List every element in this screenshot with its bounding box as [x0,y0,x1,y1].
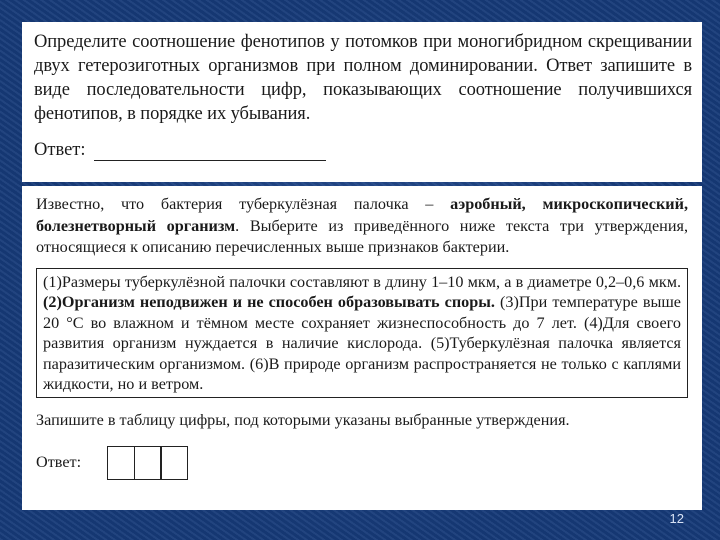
task-panel-2 [22,186,702,510]
task2-intro-part1: Известно, что бактерия туберкулёзная палочка – [36,195,451,213]
statement-1: (1)Размеры туберкулёзной палочки составляют в длину 1–10 мкм, а в диаметре 0,2–0,6 мкм. [43,272,681,291]
statement-6: (6)В природе организм распространяется не только с каплями жидкости, но и ветром. [43,354,681,393]
answer-cell-3[interactable] [160,446,188,480]
task2-intro [36,194,688,259]
statement-3: (3)При температуре выше 20 °С во влажном и тёмном месте сохраняет жизнеспособность до 7 лет. [43,293,681,332]
task2-instruction: Запишите в таблицу цифры, под которыми указаны выбранные утверждения. [36,410,570,429]
answer-cell-1[interactable] [107,446,135,480]
statement-2: (2)Организм неподвижен и не способен образовывать споры. [43,293,500,311]
task1-question: Определите соотношение фенотипов у потомков при моногибридном скрещивании двух гетерозиготных организмов при полном доминировании. Ответ запишите в виде последовательности цифр, показывающих соотношение получившихся фенотипов, в порядке их убывания. [34,32,692,124]
task-panel-1 [22,22,702,182]
statements-box [36,268,688,398]
task1-answer-field[interactable] [94,142,326,161]
page-number: 12 [669,511,684,526]
answer-table [107,446,188,480]
answer-cell-2[interactable] [134,446,162,480]
task2-answer-row [36,446,688,480]
task2-intro-bold: аэробный, микроскопический, болезнетворный организм [36,195,689,235]
task2-intro-part2: . Выберите из приведённого ниже текста три утверждения, относящиеся к описанию перечисленных выше признаков бактерии. [36,216,688,256]
statement-5: (5)Туберкулёзная палочка является паразитическим организмом. [43,334,682,373]
task2-answer-label: Ответ: [36,453,82,471]
statement-4: (4)Для своего развития организм нуждается в наличие кислорода. [43,313,681,352]
task1-answer-label: Ответ: [34,140,86,160]
task1-answer-row [34,140,692,161]
